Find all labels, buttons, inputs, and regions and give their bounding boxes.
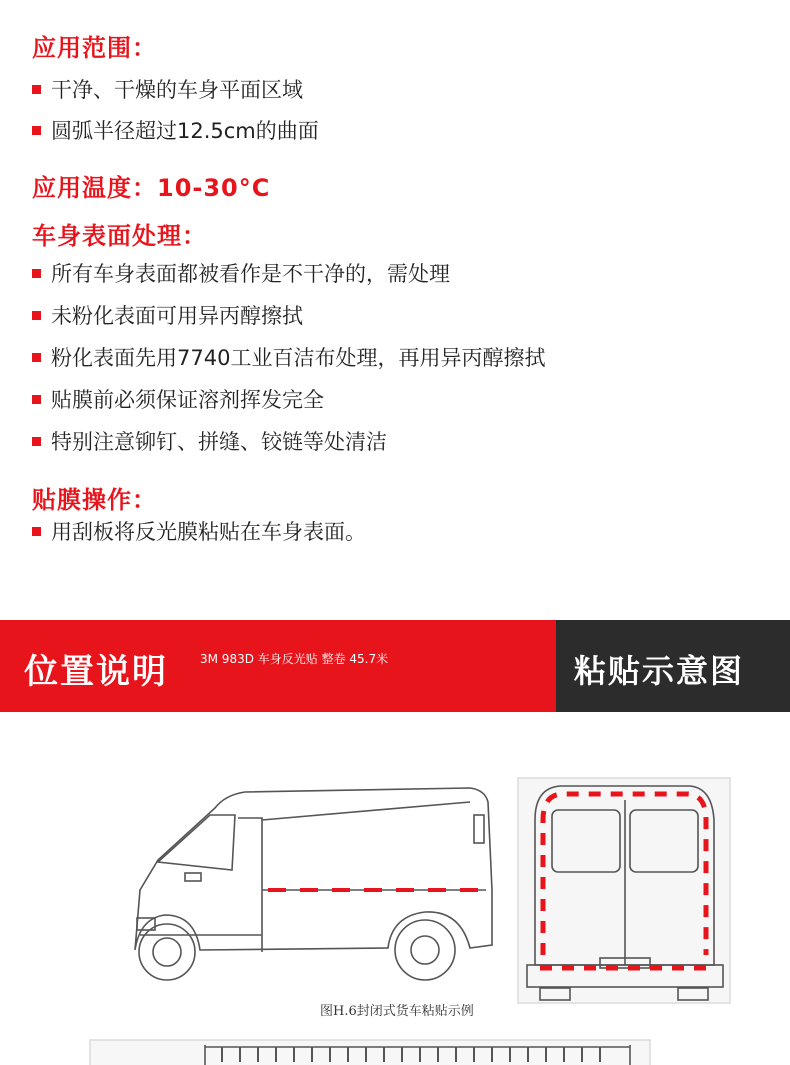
- van-side-view: [135, 788, 492, 980]
- list-item: [32, 386, 324, 414]
- list-item: [32, 518, 366, 546]
- banner-right-panel: [556, 620, 790, 712]
- section-heading-operation: 贴膜操作：: [32, 486, 157, 514]
- list-item-text: 粉化表面先用7740工业百洁布处理，再用异丙醇擦拭: [51, 346, 546, 370]
- list-item-text: 干净、干燥的车身平面区域: [51, 78, 303, 102]
- list-item-text: 特别注意铆钉、拼缝、铰链等处清洁: [51, 430, 387, 454]
- list-item-text: 用刮板将反光膜粘贴在车身表面。: [51, 520, 366, 544]
- section-heading-temperature: 应用温度：10-30°C: [32, 174, 271, 202]
- list-item: [32, 117, 319, 145]
- banner-right-title: 粘贴示意图: [574, 652, 745, 690]
- list-item: [32, 302, 303, 330]
- list-item-text: 所有车身表面都被看作是不干净的，需处理: [51, 262, 450, 286]
- banner-subtitle: 3M 983D 车身反光贴 整卷 45.7米: [200, 652, 389, 666]
- bullet-square-icon: [32, 527, 41, 536]
- bullet-square-icon: [32, 353, 41, 362]
- list-item-text: 贴膜前必须保证溶剂挥发完全: [51, 388, 324, 412]
- bullet-square-icon: [32, 85, 41, 94]
- banner-title: 位置说明: [24, 652, 168, 692]
- list-item: [32, 260, 450, 288]
- bullet-square-icon: [32, 437, 41, 446]
- bullet-square-icon: [32, 311, 41, 320]
- bullet-square-icon: [32, 395, 41, 404]
- bullet-square-icon: [32, 269, 41, 278]
- list-item-text: 圆弧半径超过12.5cm的曲面: [51, 119, 319, 143]
- list-item: [32, 344, 545, 372]
- list-item: [32, 428, 387, 456]
- list-item: [32, 76, 303, 104]
- diagram-caption: 图H.6封闭式货车粘贴示例: [320, 1004, 474, 1019]
- section-heading-surface: 车身表面处理：: [32, 222, 207, 250]
- bullet-square-icon: [32, 126, 41, 135]
- list-item-text: 未粉化表面可用异丙醇擦拭: [51, 304, 303, 328]
- position-banner: [0, 620, 790, 712]
- section-heading-scope: 应用范围：: [32, 34, 157, 62]
- van-top-view: [90, 1040, 650, 1065]
- banner-left-panel: [0, 620, 556, 712]
